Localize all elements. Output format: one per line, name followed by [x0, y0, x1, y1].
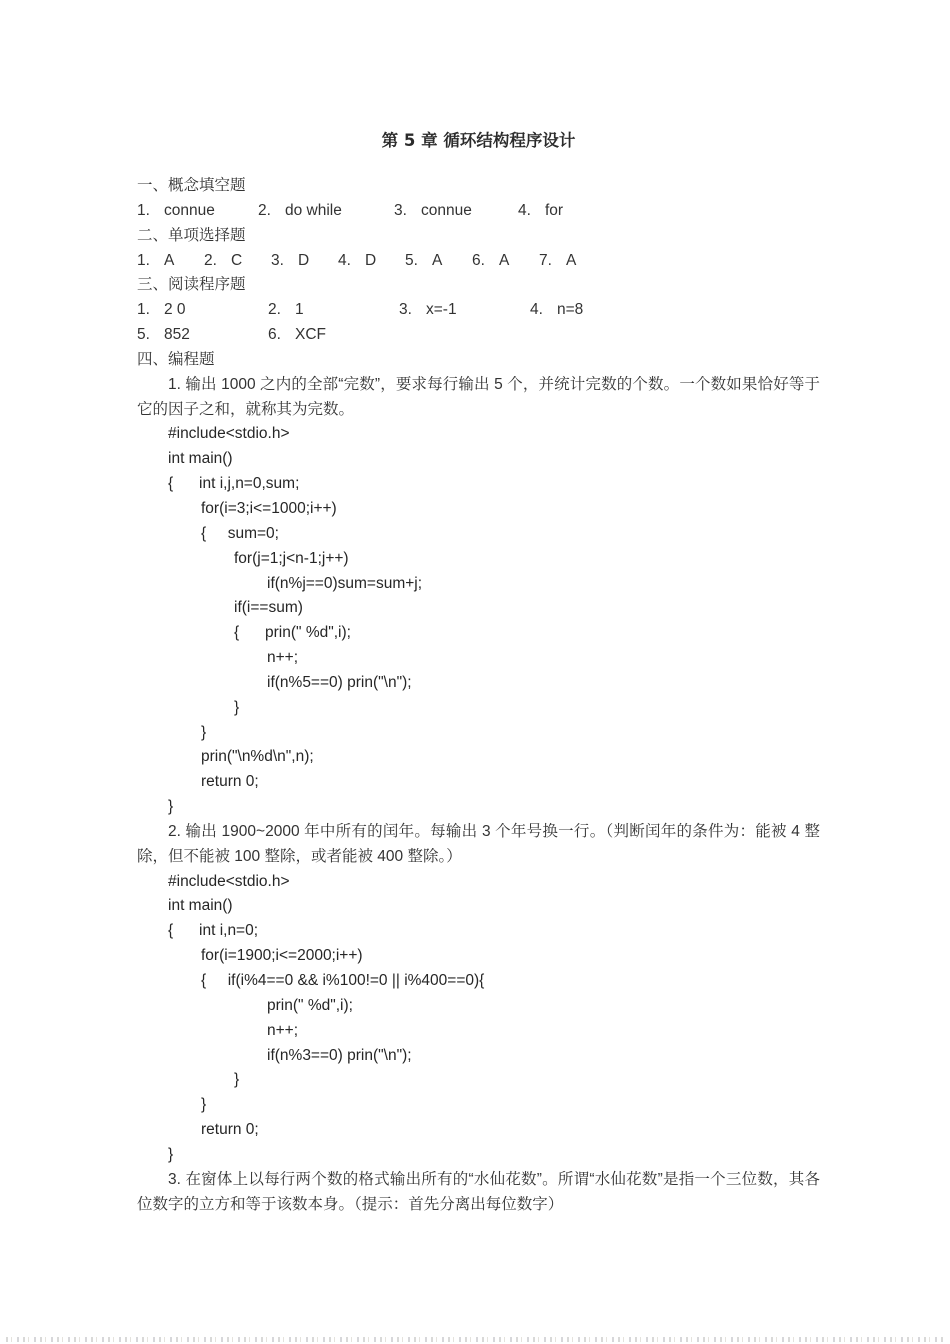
answer-value: D [365, 251, 377, 269]
code-line: { sum=0; [201, 524, 279, 542]
answer-value: x=-1 [426, 301, 457, 319]
code-line: { prin(" %d",i); [234, 624, 351, 642]
answer-number: 3. [394, 201, 407, 219]
answer-value: XCF [295, 326, 326, 344]
code-line: #include<stdio.h> [168, 425, 290, 443]
answer-item [394, 199, 518, 224]
code-line: if(n%j==0)sum=sum+j; [267, 574, 423, 592]
answer-item [204, 249, 271, 274]
answer-number: 4. [338, 251, 351, 269]
problem-2-statement: 2. 输出 1900~2000 年中所有的闰年。每输出 3 个年号换一行。（判断闰年的条件为：能被 4 整除，但不能被 100 整除，或者能被 400 整除。） [137, 822, 820, 865]
multiple-choice-answers-row [137, 249, 820, 274]
code-line: } [201, 1096, 207, 1114]
code-line: return 0; [201, 1121, 259, 1139]
answer-number: 1. [137, 201, 150, 219]
code-line: for(i=3;i<=1000;i++) [201, 499, 337, 517]
answer-item [405, 249, 472, 274]
code-line: } [168, 1145, 174, 1163]
code-line: { int i,j,n=0,sum; [168, 475, 300, 493]
code-line: if(n%3==0) prin("\n"); [267, 1046, 412, 1064]
section-heading-reading: 三、阅读程序题 [137, 276, 246, 294]
answer-item [399, 298, 530, 323]
answer-item [258, 199, 394, 224]
answer-item [268, 298, 399, 323]
code-line: return 0; [201, 773, 259, 791]
answer-value: 852 [164, 326, 190, 344]
section-heading-multiple-choice: 二、单项选择题 [137, 226, 246, 244]
problem-1-code-block [137, 422, 820, 820]
reading-answers-row-2 [137, 323, 820, 348]
code-line: prin("\n%d\n",n); [201, 748, 314, 766]
answer-item [338, 249, 405, 274]
answer-value: A [164, 251, 175, 269]
problem-1-statement: 1. 输出 1000 之内的全部“完数”，要求每行输出 5 个，并统计完数的个数。一个数如果恰好等于它的因子之和，就称其为完数。 [137, 375, 820, 418]
code-line: if(i==sum) [234, 599, 303, 617]
answer-number: 1. [137, 301, 150, 319]
problem-3-statement: 3. 在窗体上以每行两个数的格式输出所有的“水仙花数”。所谓“水仙花数”是指一个三位数，其各位数字的立方和等于该数本身。（提示：首先分离出每位数字） [137, 1170, 820, 1213]
answer-number: 2. [258, 201, 271, 219]
code-line: prin(" %d",i); [267, 996, 353, 1014]
code-line: } [168, 798, 174, 816]
answer-value: D [298, 251, 310, 269]
code-line: n++; [267, 649, 299, 667]
answer-number: 4. [518, 201, 531, 219]
answer-value: connue [421, 201, 472, 219]
section-heading-fill-blank: 一、概念填空题 [137, 177, 246, 194]
answer-item [530, 298, 583, 323]
answer-item [268, 323, 326, 348]
answer-item [518, 199, 563, 224]
answer-number: 5. [137, 326, 150, 344]
code-line: n++; [267, 1021, 299, 1039]
reading-answers-row-1 [137, 298, 820, 323]
answer-item [137, 298, 268, 323]
answer-number: 3. [271, 251, 284, 269]
answer-item [271, 249, 338, 274]
code-line: if(n%5==0) prin("\n"); [267, 673, 412, 691]
answer-number: 2. [204, 251, 217, 269]
answer-number: 6. [472, 251, 485, 269]
answer-number: 4. [530, 301, 543, 319]
clipped-next-page-text [6, 1337, 944, 1342]
code-line: } [234, 698, 240, 716]
answer-value: A [432, 251, 443, 269]
code-line: { if(i%4==0 && i%100!=0 || i%400==0){ [201, 972, 485, 989]
answer-value: for [545, 201, 564, 219]
answer-number: 1. [137, 251, 150, 269]
answer-value: C [231, 251, 243, 269]
answer-item [137, 323, 268, 348]
answer-number: 5. [405, 251, 418, 269]
page-title: 第 5 章 循环结构程序设计 [381, 131, 576, 150]
answer-value: n=8 [557, 301, 584, 319]
answer-value: A [566, 251, 577, 269]
answer-number: 2. [268, 301, 281, 319]
answer-item [539, 249, 576, 274]
code-line: for(i=1900;i<=2000;i++) [201, 947, 363, 965]
answer-value: 2 0 [164, 301, 186, 319]
answer-value: A [499, 251, 510, 269]
code-line: for(j=1;j<n-1;j++) [234, 549, 349, 567]
code-line: int main() [168, 897, 233, 915]
answer-number: 6. [268, 326, 281, 344]
answer-item [137, 249, 204, 274]
answer-number: 3. [399, 301, 412, 319]
section-heading-programming: 四、编程题 [137, 350, 215, 368]
answer-item [472, 249, 539, 274]
answer-value: 1 [295, 301, 304, 319]
code-line: } [234, 1071, 240, 1089]
answer-value: connue [164, 201, 215, 219]
code-line: #include<stdio.h> [168, 872, 290, 890]
problem-2-code-block [137, 870, 820, 1168]
answer-value: do while [285, 201, 342, 219]
code-line: int main() [168, 450, 233, 468]
answer-number: 7. [539, 251, 552, 269]
code-line: { int i,n=0; [168, 922, 259, 940]
code-line: } [201, 723, 207, 741]
answer-item [137, 199, 258, 224]
fill-blank-answers-row [137, 199, 820, 224]
